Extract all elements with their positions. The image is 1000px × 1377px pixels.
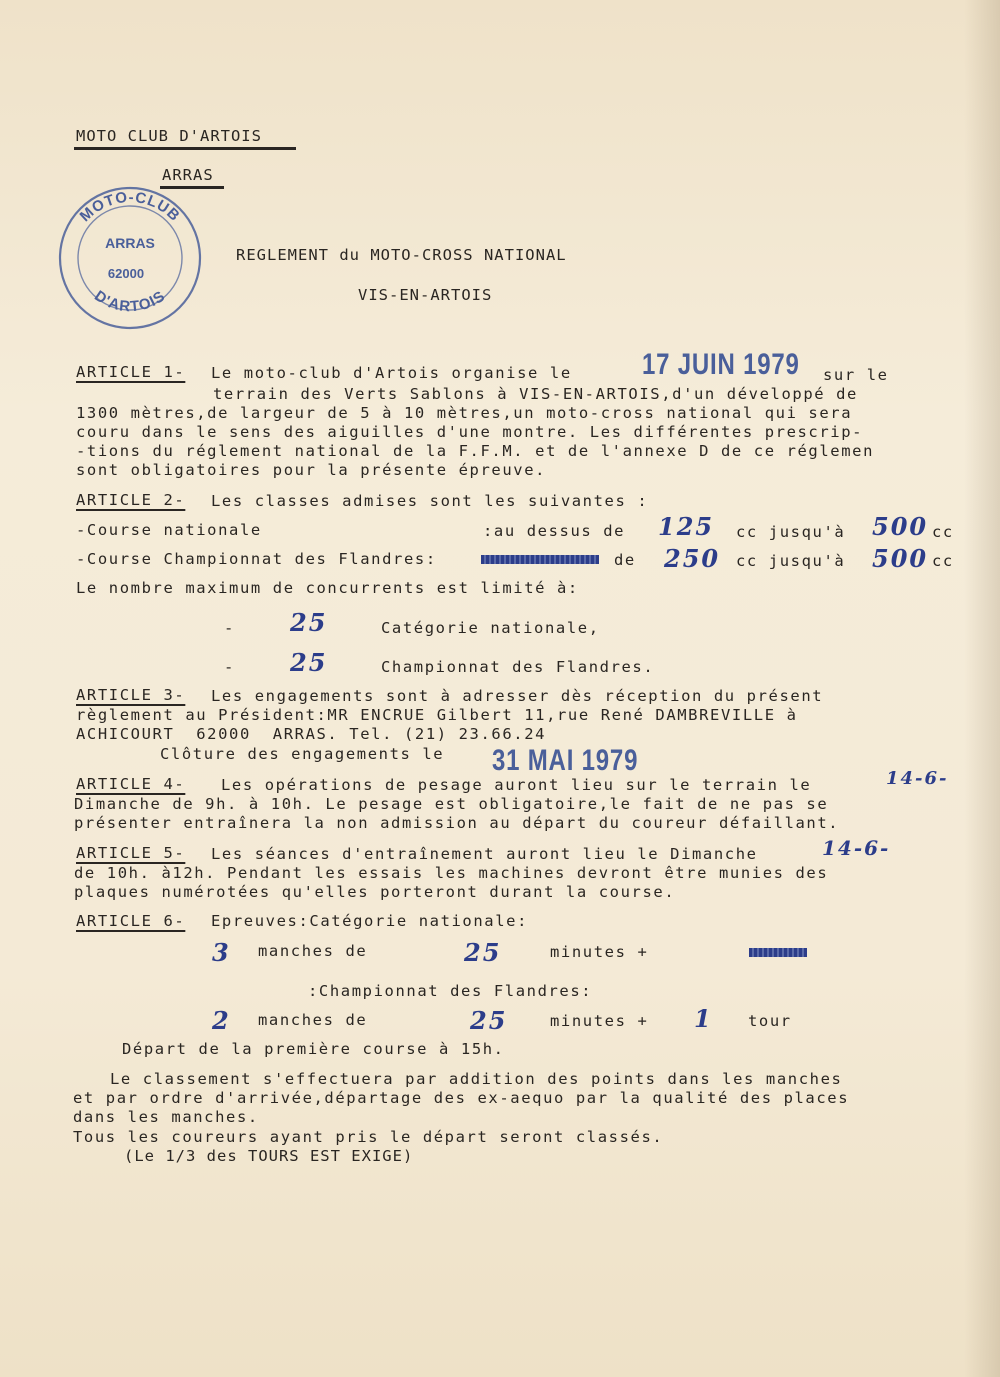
article-5-line-1: Les séances d'entraînement auront lieu le Dimanche — [211, 845, 758, 863]
article-6-intro: Epreuves:Catégorie nationale: — [211, 912, 529, 930]
club-stamp — [52, 178, 208, 334]
limit-1-value: 25 — [290, 608, 328, 637]
article-1-line-6: sont obligatoires pour la présente épreuve. — [76, 461, 547, 479]
championship-heats-label: manches de — [258, 1011, 368, 1029]
class-row-2-label: -Course Championnat des Flandres: — [76, 550, 437, 568]
crossed-out-laps — [749, 948, 807, 957]
svg-text:D'ARTOIS — [91, 287, 168, 315]
article-3-line-2: règlement au Président:MR ENCRUE Gilbert 11,rue René DAMBREVILLE à — [76, 706, 798, 724]
national-heats-label: manches de — [258, 942, 368, 960]
class-row-1-max: 500 — [872, 512, 929, 541]
article-4-line-3: présenter entraînera la non admission au départ du coureur défaillant. — [74, 814, 840, 832]
club-city: ARRAS — [162, 166, 214, 184]
limit-1-dash: - — [224, 619, 235, 637]
limit-1-category: Catégorie nationale, — [381, 619, 600, 637]
article-1-label: ARTICLE 1- — [76, 363, 186, 381]
extra-laps-count: 1 — [694, 1004, 713, 1033]
ranking-line-1: Le classement s'effectuera par addition des points dans les manches — [110, 1070, 843, 1088]
class-row-1-unit: cc — [932, 523, 954, 541]
event-date-stamp: 17 JUIN 1979 — [642, 348, 800, 381]
extra-laps-label: tour — [748, 1012, 792, 1030]
article-1-line-3: 1300 mètres,de largeur de 5 à 10 mètres,un moto-cross national qui sera — [76, 404, 853, 422]
limit-2-category: Championnat des Flandres. — [381, 658, 655, 676]
article-1-line-4: couru dans le sens des aiguilles d'une montre. Les différentes prescrip- — [76, 423, 864, 441]
article-5-label: ARTICLE 5- — [76, 844, 186, 862]
document-subtitle: VIS-EN-ARTOIS — [358, 286, 493, 304]
ranking-line-4: Tous les coureurs ayant pris le départ seront classés. — [73, 1128, 664, 1146]
max-competitors: Le nombre maximum de concurrents est limité à: — [76, 579, 579, 597]
article-4-date: 14-6- — [886, 768, 949, 789]
class-row-2-max: 500 — [872, 544, 929, 573]
article-5-date: 14-6- — [822, 836, 891, 860]
article-4-label: ARTICLE 4- — [76, 775, 186, 793]
crossed-out-text — [481, 555, 599, 564]
national-heat-minutes: 25 — [464, 938, 502, 967]
ranking-line-2: et par ordre d'arrivée,départage des ex-aequo par la qualité des places — [73, 1089, 850, 1107]
class-row-2-from: de — [614, 551, 636, 569]
stamp-bottom-text: D'ARTOIS — [91, 287, 169, 316]
national-heats-count: 3 — [212, 938, 231, 967]
stamp-city: ARRAS — [105, 235, 155, 251]
article-5-line-2: de 10h. à12h. Pendant les essais les machines devront être munies des — [74, 864, 829, 882]
limit-2-dash: - — [224, 658, 235, 676]
club-underline — [74, 147, 296, 150]
championship-heats-count: 2 — [212, 1006, 231, 1035]
svg-text:MOTO-CLUB — [77, 189, 184, 225]
document-title: REGLEMENT du MOTO-CROSS NATIONAL — [236, 246, 567, 264]
class-row-2-to: cc jusqu'à — [736, 552, 846, 570]
class-row-1-from: :au dessus de — [483, 522, 626, 540]
article-2-label: ARTICLE 2- — [76, 491, 186, 509]
article-3-line-4: Clôture des engagements le — [160, 745, 445, 763]
article-3-line-3: ACHICOURT 62000 ARRAS. Tel. (21) 23.66.24 — [76, 725, 547, 743]
championship-heading: :Championnat des Flandres: — [308, 982, 593, 1000]
club-name: MOTO CLUB D'ARTOIS — [76, 127, 262, 145]
article-5-line-3: plaques numérotées qu'elles porteront durant la course. — [74, 883, 676, 901]
national-minutes-plus: minutes + — [550, 943, 649, 961]
laps-required-note: (Le 1/3 des TOURS EST EXIGE) — [124, 1147, 414, 1165]
article-4-line-2: Dimanche de 9h. à 10h. Le pesage est obligatoire,le fait de ne pas se — [74, 795, 829, 813]
article-3-label: ARTICLE 3- — [76, 686, 186, 704]
page-edge-shadow — [964, 0, 1000, 1377]
article-1-line-1: Le moto-club d'Artois organise le — [211, 364, 572, 382]
article-4-line-1: Les opérations de pesage auront lieu sur le terrain le — [221, 776, 812, 794]
class-row-2-unit: cc — [932, 552, 954, 570]
class-row-1-label: -Course nationale — [76, 521, 262, 539]
article-1-line-5: -tions du réglement national de la F.F.M. et de l'annexe D de ce réglemen — [76, 442, 875, 460]
ranking-line-3: dans les manches. — [73, 1108, 259, 1126]
article-3-line-1: Les engagements sont à adresser dès réception du présent — [211, 687, 824, 705]
stamp-postcode: 62000 — [107, 266, 145, 281]
article-2-intro: Les classes admises sont les suivantes : — [211, 492, 649, 510]
championship-minutes-plus: minutes + — [550, 1012, 649, 1030]
stamp-top-text: MOTO-CLUB — [76, 188, 184, 226]
article-1-line-2: terrain des Verts Sablons à VIS-EN-ARTOIS,d'un développé de — [213, 385, 858, 403]
class-row-1-min: 125 — [658, 512, 715, 541]
class-row-1-to: cc jusqu'à — [736, 523, 846, 541]
limit-2-value: 25 — [290, 648, 328, 677]
championship-heat-minutes: 25 — [470, 1006, 508, 1035]
article-6-label: ARTICLE 6- — [76, 912, 186, 930]
article-1-line-1-end: sur le — [823, 366, 889, 384]
class-row-2-min: 250 — [664, 544, 721, 573]
first-race-start: Départ de la première course à 15h. — [122, 1040, 505, 1058]
closing-date-stamp: 31 MAI 1979 — [492, 744, 639, 777]
